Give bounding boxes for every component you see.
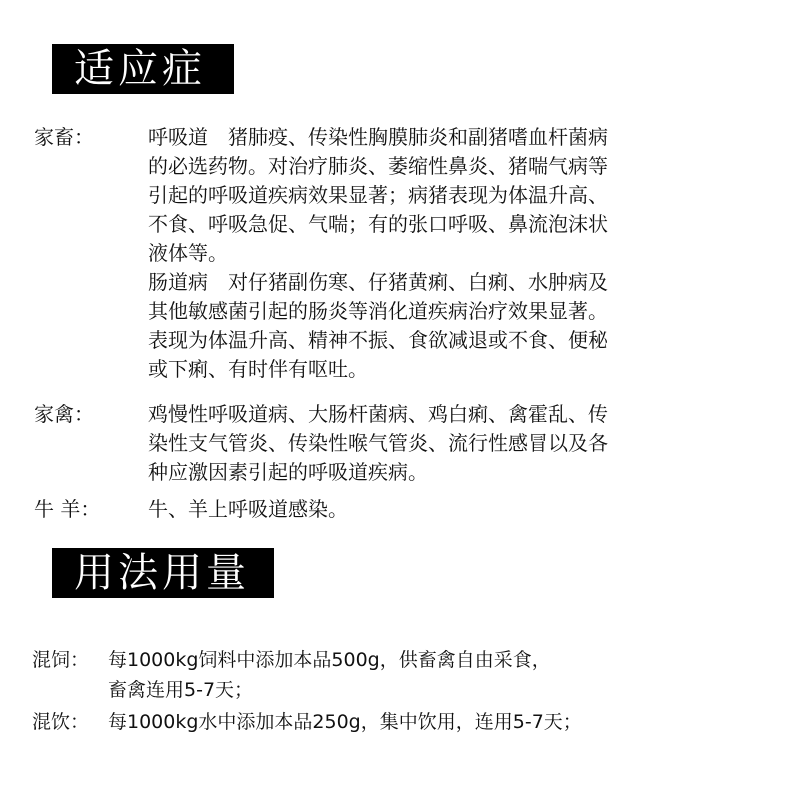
poultry-line: 种应激因素引起的呼吸道疾病。 — [148, 460, 428, 484]
feed-instruction-line2: 畜禽连用5-7天； — [108, 679, 254, 701]
livestock-intestinal-line: 其他敏感菌引起的肠炎等消化道疾病治疗效果显著。 — [148, 299, 608, 323]
dosage-title: 用法用量 — [52, 548, 274, 598]
livestock-description — [148, 123, 748, 384]
livestock-respiratory-line: 不食、呼吸急促、气喘；有的张口呼吸、鼻流泡沫状 — [148, 212, 608, 236]
livestock-respiratory-line: 引起的呼吸道疾病效果显著；病猪表现为体温升高、 — [148, 183, 608, 207]
livestock-intestinal-line: 肠道病 对仔猪副伤寒、仔猪黄痢、白痢、水肿病及 — [148, 270, 608, 294]
water-label: 混饮： — [32, 711, 90, 733]
livestock-label: 家畜： — [34, 125, 94, 149]
livestock-respiratory-line: 液体等。 — [148, 241, 228, 265]
livestock-respiratory-line: 的必选药物。对治疗肺炎、萎缩性鼻炎、猪喘气病等 — [148, 154, 608, 178]
livestock-intestinal-line: 表现为体温升高、精神不振、食欲减退或不食、便秘 — [148, 328, 608, 352]
water-instruction-line1: 每1000kg水中添加本品250g，集中饮用，连用5-7天； — [108, 711, 582, 733]
indications-title: 适应症 — [52, 44, 234, 94]
cattle-sheep-label: 牛 羊： — [34, 497, 101, 521]
livestock-respiratory-line: 呼吸道 猪肺疫、传染性胸膜肺炎和副猪嗜血杆菌病 — [148, 125, 608, 149]
feed-instruction-line1: 每1000kg饲料中添加本品500g，供畜禽自由采食， — [108, 649, 551, 671]
livestock-intestinal-line: 或下痢、有时伴有呕吐。 — [148, 357, 368, 381]
cattle-sheep-description — [148, 495, 748, 524]
cattle-sheep-line: 牛、羊上呼吸道感染。 — [148, 497, 348, 521]
feed-label: 混饲： — [32, 649, 90, 671]
poultry-description — [148, 400, 748, 487]
poultry-line: 染性支气管炎、传染性喉气管炎、流行性感冒以及各 — [148, 431, 608, 455]
poultry-line: 鸡慢性呼吸道病、大肠杆菌病、鸡白痢、禽霍乱、传 — [148, 402, 608, 426]
poultry-label: 家禽： — [34, 402, 94, 426]
